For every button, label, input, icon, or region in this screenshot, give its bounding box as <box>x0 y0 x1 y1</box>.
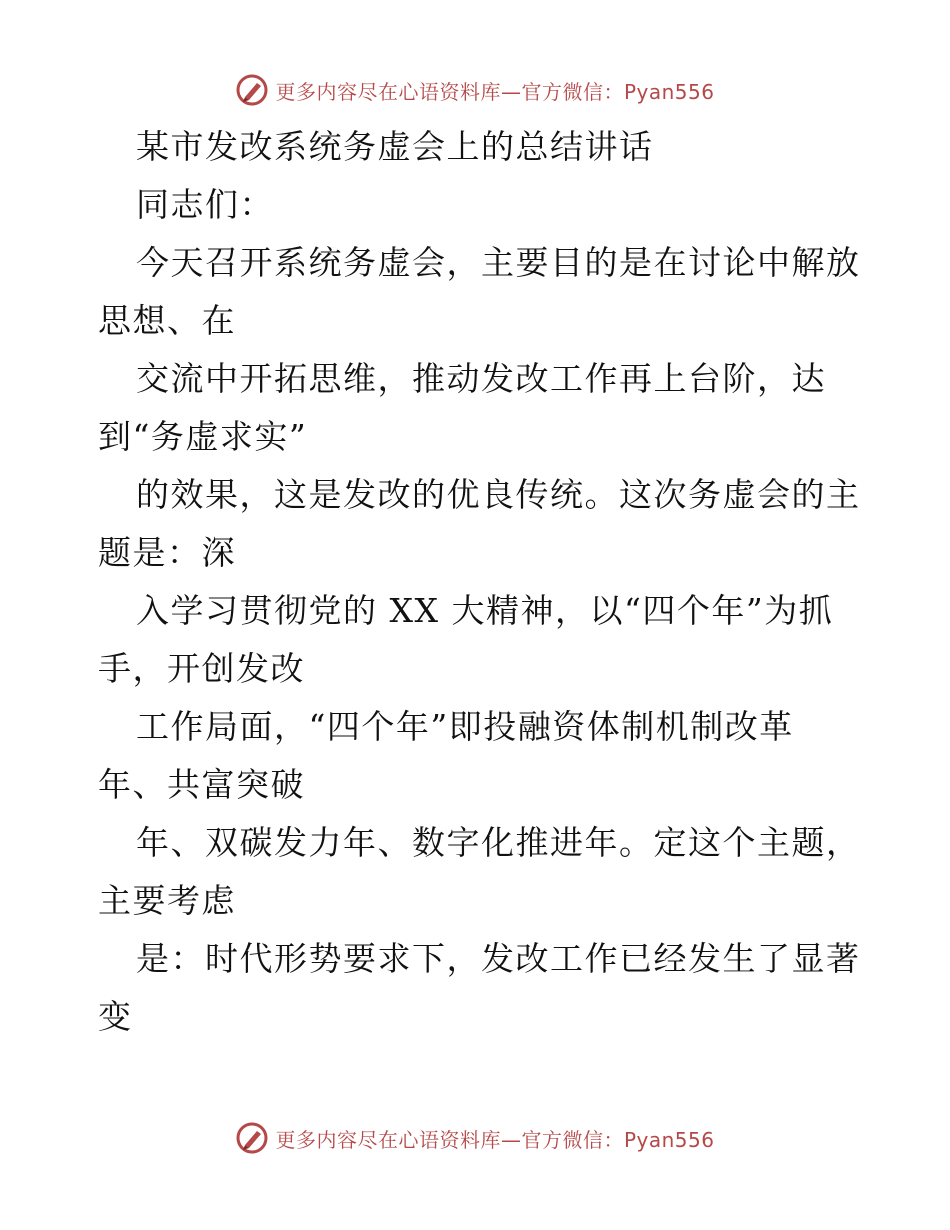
text-line: 变 <box>98 997 133 1036</box>
watermark-text: 更多内容尽在心语资料库—官方微信：Pyan556 <box>275 1127 715 1152</box>
text-line: 到“务虚求实” <box>98 417 308 456</box>
text-line: 同志们： <box>136 185 274 224</box>
text-line: 思想、在 <box>98 301 236 340</box>
text-line: 手，开创发改 <box>98 649 305 688</box>
watermark-header <box>0 70 950 110</box>
text-line: 年、双碳发力年、数字化推进年。定这个主题， <box>136 823 861 862</box>
pen-logo-icon <box>235 1121 269 1155</box>
pen-logo-icon <box>235 73 269 107</box>
document-title: 某市发改系统务虚会上的总结讲话 <box>136 127 654 166</box>
text-line: 年、共富突破 <box>98 765 305 804</box>
document-body <box>98 118 861 1046</box>
text-line: 今天召开系统务虚会，主要目的是在讨论中解放 <box>136 243 861 282</box>
text-line: 主要考虑 <box>98 881 236 920</box>
text-line: 题是：深 <box>98 533 236 572</box>
watermark-text: 更多内容尽在心语资料库—官方微信：Pyan556 <box>275 79 715 104</box>
text-line: 工作局面，“四个年”即投融资体制机制改革 <box>136 707 794 746</box>
text-line: 入学习贯彻党的 XX 大精神，以“四个年”为抓 <box>136 591 834 630</box>
text-line: 是：时代形势要求下，发改工作已经发生了显著 <box>136 939 861 978</box>
watermark-footer <box>0 1118 950 1158</box>
text-line: 的效果，这是发改的优良传统。这次务虚会的主 <box>136 475 861 514</box>
text-line: 交流中开拓思维，推动发改工作再上台阶，达 <box>136 359 826 398</box>
